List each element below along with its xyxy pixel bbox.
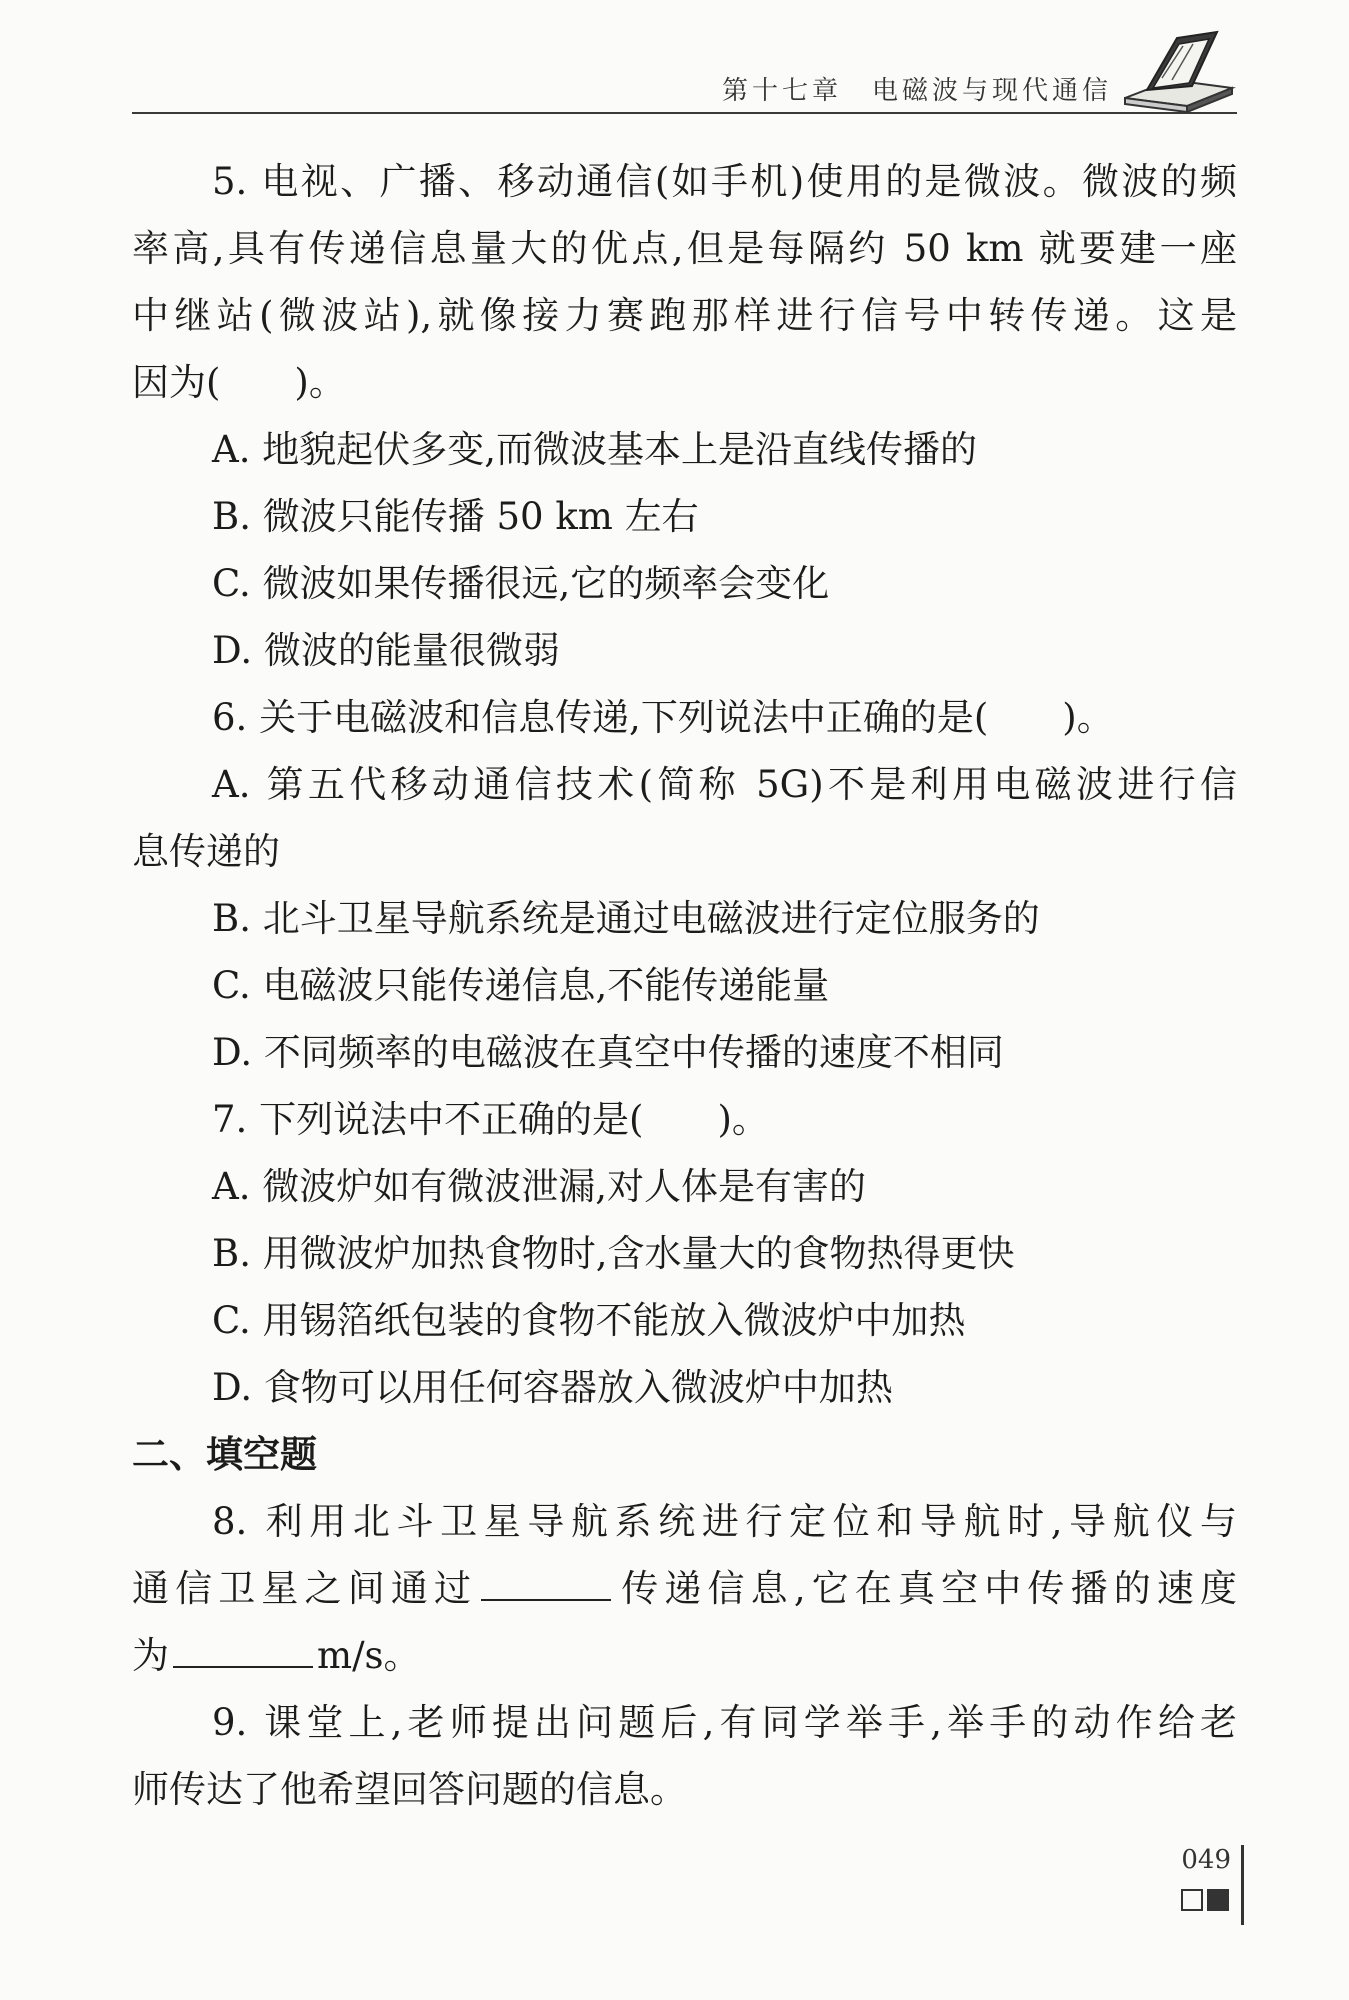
q5-option-d: D. 微波的能量很微弱 <box>212 629 560 672</box>
answer-blank-2[interactable] <box>173 1630 313 1668</box>
q7-option-b: B. 用微波炉加热食物时,含水量大的食物热得更快 <box>212 1232 1015 1275</box>
q6-stem: 6. 关于电磁波和信息传递,下列说法中正确的是( )。 <box>212 696 1114 739</box>
q6-option-c: C. 电磁波只能传递信息,不能传递能量 <box>212 964 830 1007</box>
q5-line2: 率高,具有传递信息量大的优点,但是每隔约 50 km 就要建一座 <box>132 227 1237 270</box>
section-title: 二、填空题 <box>132 1433 317 1476</box>
page-content <box>132 148 1237 1823</box>
page-footer <box>1161 1845 1244 1925</box>
q5-option-a: A. 地貌起伏多变,而微波基本上是沿直线传播的 <box>212 428 978 471</box>
q6-option-a-line1: A. 第五代移动通信技术(简称 5G)不是利用电磁波进行信 <box>212 763 1237 806</box>
square-outline-icon <box>1181 1889 1203 1911</box>
q5-option-c: C. 微波如果传播很远,它的频率会变化 <box>212 562 830 605</box>
q8-line2 <box>132 1555 1237 1622</box>
footer-squares-icon <box>1177 1889 1229 1911</box>
q6-option-b: B. 北斗卫星导航系统是通过电磁波进行定位服务的 <box>212 897 1040 940</box>
header-chapter: 第十七章 <box>721 76 842 106</box>
q8-line3 <box>132 1622 1237 1689</box>
header-title: 电磁波与现代通信 <box>871 76 1112 106</box>
q5-line4: 因为( )。 <box>132 361 346 404</box>
q5-line3: 中继站(微波站),就像接力赛跑那样进行信号中转传递。这是 <box>132 294 1237 337</box>
q8-line3-after: m/s。 <box>317 1634 421 1677</box>
q8-line2-before: 通信卫星之间通过 <box>132 1567 478 1610</box>
q7-option-d: D. 食物可以用任何容器放入微波炉中加热 <box>212 1366 893 1409</box>
q5-line1: 5. 电视、广播、移动通信(如手机)使用的是微波。微波的频 <box>212 160 1237 203</box>
book-icon <box>1117 28 1237 113</box>
q8-line2-after: 传递信息,它在真空中传播的速度 <box>615 1567 1237 1610</box>
q7-option-c: C. 用锡箔纸包装的食物不能放入微波炉中加热 <box>212 1299 966 1342</box>
running-header <box>132 40 1237 114</box>
q9-line2: 师传达了他希望回答问题的信息。 <box>132 1768 687 1811</box>
q5-option-b: B. 微波只能传播 50 km 左右 <box>212 495 699 538</box>
square-filled-icon <box>1207 1889 1229 1911</box>
q6-option-d: D. 不同频率的电磁波在真空中传播的速度不相同 <box>212 1031 1004 1074</box>
q7-option-a: A. 微波炉如有微波泄漏,对人体是有害的 <box>212 1165 867 1208</box>
q8-line1: 8. 利用北斗卫星导航系统进行定位和导航时,导航仪与 <box>212 1500 1237 1543</box>
q7-stem: 7. 下列说法中不正确的是( )。 <box>212 1098 769 1141</box>
q6-option-a-line2: 息传递的 <box>132 830 280 873</box>
answer-blank-1[interactable] <box>481 1563 611 1601</box>
header-text <box>722 70 1112 107</box>
q9-line1: 9. 课堂上,老师提出问题后,有同学举手,举手的动作给老 <box>212 1701 1237 1744</box>
page-number: 049 <box>1181 1845 1231 1875</box>
q8-line3-before: 为 <box>132 1634 169 1677</box>
